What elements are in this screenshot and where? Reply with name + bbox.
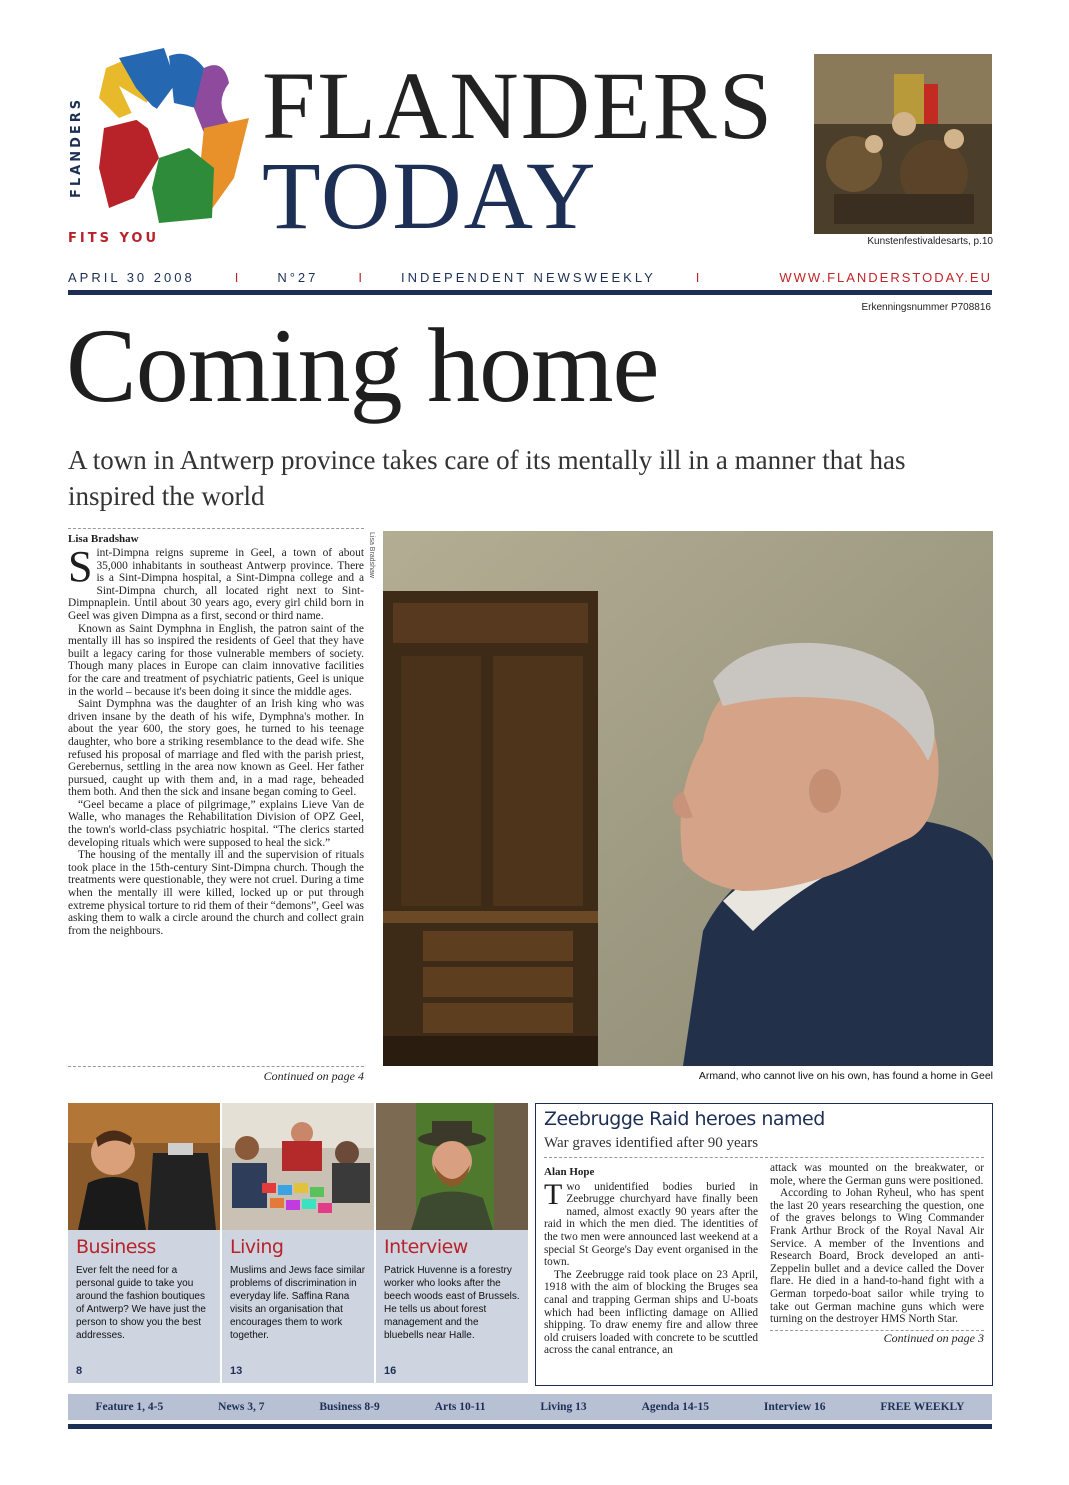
photo-credit: Lisa Bradshaw	[368, 532, 375, 578]
contents-item[interactable]: Feature 1, 4-5	[95, 1401, 164, 1413]
article-paragraph: The Zeebrugge raid took place on 23 April, 1918 with the aim of blocking the Bruges sea canal and trapping German ships and U-boats which had been inflicting damage on Allied shipping. To draw enemy fire and allow three old cruisers loaded with concrete to be scuttled across the canal entrance, an	[544, 1268, 758, 1357]
lead-continued-link[interactable]: Continued on page 4	[68, 1066, 364, 1084]
dateline-bar	[68, 266, 992, 288]
zeebrugge-subhead: War graves identified after 90 years	[544, 1135, 984, 1158]
teaser-description: Muslims and Jews face similar problems of discrimination in everyday life. Saffina Rana visits an organisation that encourages them to work together.	[230, 1265, 366, 1341]
zeebrugge-headline: Zeebrugge Raid heroes named	[544, 1108, 825, 1130]
interview-teaser-photo	[376, 1103, 528, 1230]
article-paragraph	[544, 1177, 758, 1269]
article-paragraph: According to Johan Ryheul, who has spent the last 20 years researching the question, one of the graves belongs to Wing Commander Frank Arthur Brock of the Royal Naval Air Service. A member of the Inventions and Research Board, Brock developed an anti-Zeppelin bullet and a device called the Dover flare. He died in a hand-to-hand fight with a German torpedo-boat sailor while trying to take out German machine guns which were turning on the destroyer HMS North Star.	[770, 1187, 984, 1326]
dateline-separator: I	[358, 269, 365, 285]
lead-photo	[383, 531, 993, 1066]
contents-item[interactable]: News 3, 7	[218, 1401, 265, 1413]
teaser-description: Patrick Huvenne is a forestry worker who looks after the beech woods east of Brussels. He tells us about forest management and the bluebells near Halle.	[384, 1265, 520, 1341]
free-weekly-label: FREE WEEKLY	[880, 1401, 965, 1413]
article-paragraph	[68, 542, 364, 623]
article-paragraph: attack was mounted on the breakwater, or mole, where the German guns were positioned.	[770, 1162, 984, 1187]
contents-item[interactable]: Interview 16	[763, 1401, 826, 1413]
teaser-living[interactable]	[222, 1103, 374, 1383]
divider	[68, 528, 364, 529]
lead-subhead: A town in Antwerp province takes care of its mentally ill in a manner that has inspired the world	[68, 445, 906, 511]
article-paragraph: Saint Dymphna was the daughter of an Irish king who was driven insane by the death of his wife, Dymphna's mother. In about the year 600, the story goes, he turned to his teenage daughter, who bore a striking resemblance to the dead wife. She refused his proposal of marriage and fled with the parish priest, Gerebernus, settling in the area now known as Geel. Her father pursued, caught up with them and, in a mad rage, beheaded them both. And then the sick and insane began coming to Geel.	[68, 698, 364, 799]
teaser-description: Ever felt the need for a personal guide to take you around the fashion boutiques of Antwerp? We have just the person to show you the best addresses.	[76, 1265, 206, 1341]
lead-article-body	[68, 528, 364, 937]
living-teaser-photo	[222, 1103, 374, 1230]
logo-tagline: FITS YOU	[68, 231, 160, 246]
contents-item[interactable]: Agenda 14-15	[641, 1401, 709, 1413]
footer-rule	[68, 1424, 992, 1429]
teaser-page-number: 16	[384, 1365, 397, 1377]
teaser-page-number: 8	[76, 1365, 83, 1377]
masthead-rule	[68, 290, 992, 295]
zeebrugge-continued-link[interactable]: Continued on page 3	[770, 1330, 984, 1345]
teaser-interview[interactable]	[376, 1103, 528, 1383]
issue-number: N°27	[277, 269, 319, 285]
website-link[interactable]: WWW.FLANDERSTODAY.EU	[779, 269, 992, 285]
contents-item[interactable]: Business 8-9	[319, 1401, 380, 1413]
zeebrugge-article	[535, 1103, 993, 1386]
dateline-separator: I	[695, 269, 703, 285]
zeebrugge-column-1	[544, 1162, 758, 1357]
flanders-logo-mark-icon	[64, 48, 254, 248]
lead-headline: Coming home	[66, 307, 659, 424]
zeebrugge-column-2	[770, 1162, 984, 1357]
masthead-title	[262, 52, 775, 249]
lead-byline: Lisa Bradshaw	[68, 533, 139, 545]
article-paragraph: “Geel became a place of pilgrimage,” explains Lieve Van de Walle, who manages the Rehabilitation Division of OPZ Geel, the town's world-class psychiatric hospital. “The clerics started developing rituals which were supposed to heal the sick.”	[68, 798, 364, 849]
teaser-title: Living	[230, 1236, 284, 1258]
business-teaser-photo	[68, 1103, 220, 1230]
drop-cap: T	[544, 1177, 563, 1211]
lead-photo-caption: Armand, who cannot live on his own, has found a home in Geel	[698, 1070, 993, 1082]
logo-vertical-text: FLANDERS	[69, 96, 84, 198]
masthead-title-line1: FLANDERS	[262, 52, 775, 159]
dateline-separator: I	[234, 269, 242, 285]
paragraph-text: int-Dimpna reigns supreme in Geel, a town of about 35,000 inhabitants in southeast Antwerp province. There is a Sint-Dimpna hospital, a Sint-Dimpna college and a Sint-Dimpna church, all located right next to Sint-Dimpnaplein. Until about 30 years ago, every girl child born in Geel was given Dimpna as a first, second or third name.	[68, 547, 364, 622]
article-paragraph: Known as Saint Dymphna in English, the patron saint of the mentally ill has so inspired the residents of Geel that they have built a legacy caring for those vulnerable members of society. Though many places in Europe can claim innovative facilities for the care and treatment of psychiatric patients, Geel is unique in the world – because it's been doing it since the middle ages.	[68, 622, 364, 698]
teaser-caption: Kunstenfestivaldesarts, p.10	[867, 236, 993, 247]
issue-date: APRIL 30 2008	[68, 269, 195, 285]
teaser-business[interactable]	[68, 1103, 220, 1383]
teaser-title: Business	[76, 1236, 156, 1258]
flanders-logo	[64, 48, 254, 248]
registration-number: Erkenningsnummer P708816	[861, 302, 991, 313]
contents-item[interactable]: Living 13	[540, 1401, 587, 1413]
drop-cap: S	[68, 542, 93, 591]
masthead-title-line2: TODAY	[262, 142, 598, 249]
section-teasers	[68, 1103, 525, 1383]
zeebrugge-byline: Alan Hope	[544, 1166, 595, 1178]
contents-bar	[68, 1394, 992, 1420]
contents-item[interactable]: Arts 10-11	[434, 1401, 486, 1413]
teaser-title: Interview	[384, 1236, 468, 1258]
publication-tagline: INDEPENDENT NEWSWEEKLY	[401, 269, 656, 285]
paragraph-text: wo unidentified bodies buried in Zeebrugge churchyard have finally been named, almost exactly 90 years after the raid in which the men died. The identities of the two men were announced last weekend at a special St George's Day event organised in the town.	[544, 1180, 758, 1269]
zeebrugge-columns	[544, 1162, 984, 1357]
teaser-page-number: 13	[230, 1365, 243, 1377]
article-paragraph: The housing of the mentally ill and the supervision of rituals took place in the 15th-century Sint-Dimpna church. Though the treatments were questionable, they were not cruel. During a time when the mentally ill were killed, locked up or put through extreme physical torture to rid them of their “demons”, Geel was asking them to walk a circle around the church and collect grain from the neighbours.	[68, 849, 364, 937]
kunstenfestival-teaser-image[interactable]	[814, 54, 992, 234]
